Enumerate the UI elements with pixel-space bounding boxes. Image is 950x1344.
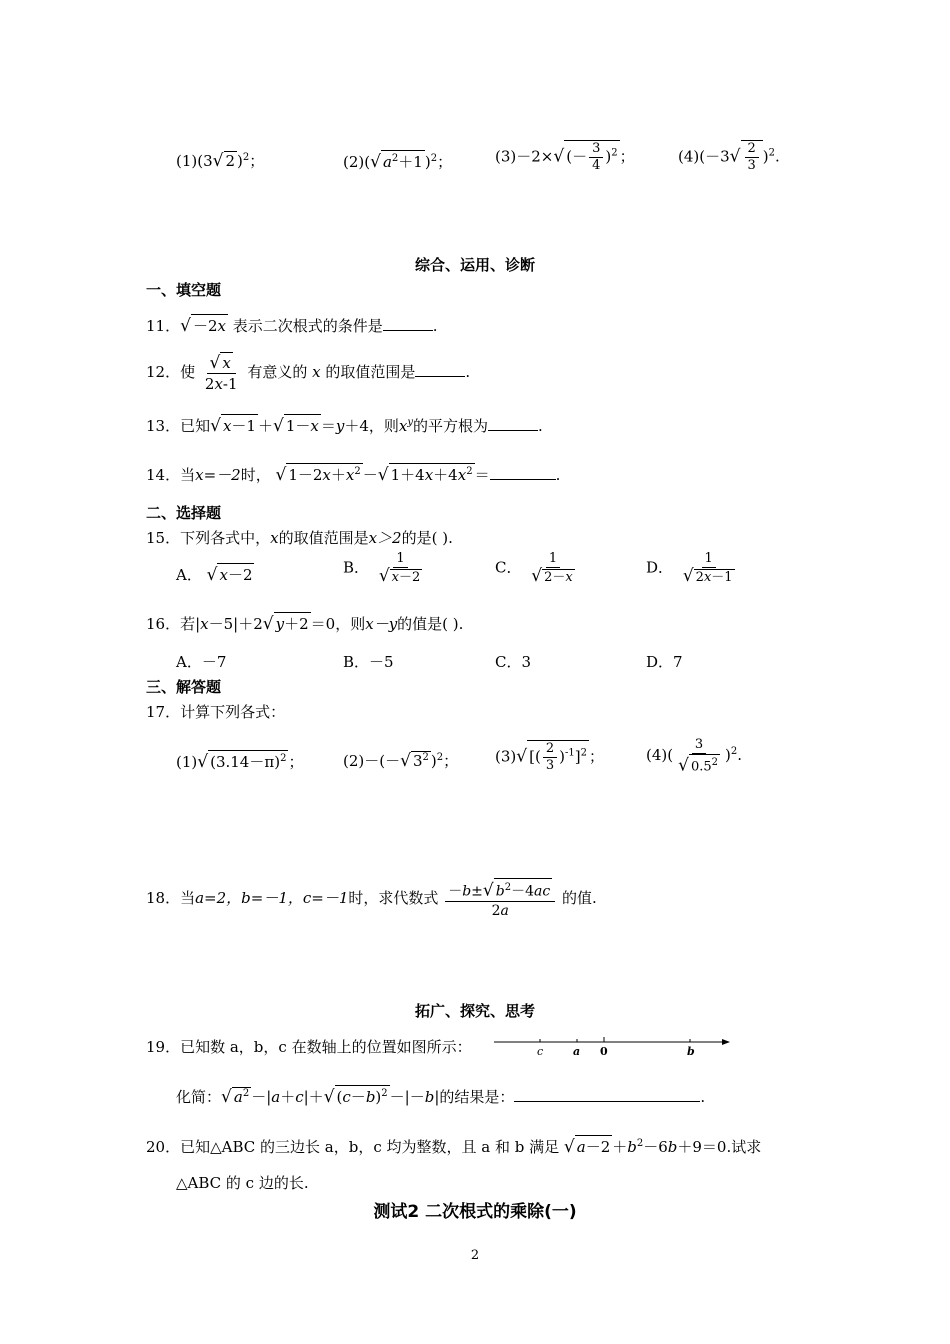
q17-item-4: (4)( $\frac{3}{√ 0.5^2}$ )$^2$. bbox=[646, 737, 743, 776]
q17-item-3: (3)√ [( $\frac{2}{3}$ )$^{-1}$]$^2$ ； bbox=[495, 741, 604, 773]
arrow-icon bbox=[722, 1039, 730, 1045]
number-line bbox=[492, 1030, 732, 1060]
question-12: 12．使 $\frac{√ x}{2x-1}$ 有意义的 x 的取值范围是 . bbox=[146, 353, 471, 393]
answer-blank[interactable] bbox=[488, 430, 538, 431]
item-label: (4) bbox=[678, 147, 700, 166]
question-number: 11． bbox=[146, 317, 181, 335]
option-value: 7 bbox=[673, 653, 683, 671]
q17-item-2: (2)－(－√ $3^2$ )$^2$； bbox=[343, 751, 459, 771]
option-15-a[interactable]: A． √ x－2 bbox=[176, 565, 253, 585]
section-title-extension: 拓广、探究、思考 bbox=[414, 1002, 535, 1020]
item-label: (3) bbox=[495, 147, 517, 166]
option-label: D． bbox=[646, 558, 674, 577]
top-item-3: (3)－2×√ (－ $\frac{3}{4}$ )$^2$ ； bbox=[495, 141, 635, 173]
next-test-title: 测试2 二次根式的乘除(一) bbox=[373, 1202, 577, 1222]
question-text: 计算下列各式： bbox=[180, 703, 286, 721]
top-item-2: (2)(√ $a^2+1$ )$^2$； bbox=[343, 152, 453, 172]
heading-fill-in: 一、填空题 bbox=[146, 281, 222, 299]
option-16-d[interactable] bbox=[646, 651, 683, 672]
question-text: 下列各式中， bbox=[180, 529, 271, 547]
question-text: 有意义的 bbox=[247, 363, 308, 381]
option-label: B． bbox=[343, 558, 370, 577]
option-label: B． bbox=[343, 653, 370, 671]
label-b: b bbox=[687, 1045, 695, 1058]
variable: x bbox=[312, 363, 321, 381]
option-value: 3 bbox=[521, 653, 532, 671]
punct: . bbox=[555, 466, 561, 484]
expression: x－y bbox=[365, 615, 398, 633]
option-16-b[interactable] bbox=[343, 651, 394, 672]
question-text: 化简： bbox=[176, 1088, 222, 1106]
answer-blank[interactable] bbox=[514, 1101, 700, 1102]
label-0: 0 bbox=[600, 1045, 608, 1058]
punct: . bbox=[432, 317, 438, 335]
question-number: 19． bbox=[146, 1038, 181, 1056]
question-text: 已知△ABC 的三边长 a，b，c 均为整数，且 a 和 b 满足 bbox=[180, 1138, 560, 1156]
answer-blank[interactable] bbox=[415, 376, 465, 377]
question-17 bbox=[146, 701, 285, 722]
option-15-c[interactable]: C． $\frac{1}{√ 2-x}$ bbox=[495, 551, 573, 586]
punct: . bbox=[538, 417, 543, 435]
question-number: 20． bbox=[146, 1138, 181, 1156]
punct: . bbox=[465, 363, 471, 381]
variable: x bbox=[270, 529, 279, 547]
question-20: 20．已知△ABC 的三边长 a，b，c 均为整数，且 a 和 b 满足 √ $a-2 +b^2-6b+9=0$.试求 bbox=[146, 1137, 762, 1157]
question-text: 的值是( ). bbox=[397, 615, 464, 633]
question-text: 当 bbox=[180, 466, 196, 484]
question-15 bbox=[146, 527, 453, 548]
option-label: A． bbox=[176, 566, 202, 584]
question-14: 14．当x=－2时， √ $1-2x+x^2$ －√ $1+4x+4x^2$ ＝ . bbox=[146, 465, 561, 485]
question-19 bbox=[146, 1036, 472, 1057]
question-number: 17． bbox=[146, 703, 181, 721]
question-number: 15． bbox=[146, 529, 181, 547]
heading-choice: 二、选择题 bbox=[146, 504, 222, 522]
question-text: 的值. bbox=[561, 888, 597, 907]
label-a: a bbox=[573, 1045, 581, 1058]
question-text: 的是( ). bbox=[401, 529, 453, 547]
question-13: 13．已知√ x－1 ＋√ 1－x ＝y＋4，则$x^y$的平方根为 . bbox=[146, 416, 543, 436]
option-value: －5 bbox=[369, 653, 394, 671]
option-15-d[interactable]: D． $\frac{1}{√ 2x-1}$ bbox=[646, 551, 733, 586]
question-number: 13． bbox=[146, 417, 181, 435]
question-text: 已知 bbox=[180, 417, 211, 435]
question-number: 14． bbox=[146, 466, 181, 484]
option-16-c[interactable] bbox=[495, 651, 531, 672]
question-16: 16．若|x－5|＋2√ y＋2 ＝0，则x－y的值是( ). bbox=[146, 614, 464, 634]
question-number: 12． bbox=[146, 363, 181, 381]
condition: a=2，b=－1，c=－1 bbox=[195, 888, 349, 907]
q17-item-1: (1)√ $(3.14-\pi)^2$ ； bbox=[176, 752, 304, 772]
section-title-comprehensive: 综合、运用、诊断 bbox=[414, 256, 535, 274]
heading-answer: 三、解答题 bbox=[146, 678, 222, 696]
question-19-simplify: 化简：√ $a^2 -|a+c|+√$ $(c-b)^2 -|-b|$的结果是： . bbox=[176, 1087, 706, 1107]
question-18: 18．当a=2，b=－1，c=－1时，求代数式 $\frac{-b\pm√ b^2-4ac}{2a}$ 的值. bbox=[146, 878, 597, 920]
question-text: ，则 bbox=[368, 417, 399, 435]
question-text: 的取值范围是 bbox=[278, 529, 369, 547]
item-label: (2) bbox=[343, 153, 365, 171]
item-label: (1) bbox=[176, 152, 198, 170]
question-number: 16． bbox=[146, 615, 181, 633]
question-text: 当 bbox=[180, 888, 196, 907]
question-text: 的平方根为 bbox=[413, 417, 489, 435]
answer-blank[interactable] bbox=[490, 479, 556, 480]
question-text: 的取值范围是 bbox=[325, 363, 416, 381]
question-text: 使 bbox=[180, 363, 196, 381]
question-text: 时，求代数式 bbox=[348, 888, 439, 907]
top-item-1: (1)(3√ 2 )$^2$； bbox=[176, 151, 265, 171]
option-15-b[interactable]: B． $\frac{1}{√ x-2}$ bbox=[343, 551, 421, 586]
question-text: 时， bbox=[240, 466, 271, 484]
option-label: A． bbox=[176, 653, 202, 671]
option-value: －7 bbox=[201, 653, 227, 671]
label-c: c bbox=[537, 1045, 544, 1058]
condition: x=－2 bbox=[195, 466, 241, 484]
top-item-4: (4)(－3√ $\frac{2}{3}$ )$^2$. bbox=[678, 141, 780, 173]
question-text: 表示二次根式的条件是 bbox=[232, 317, 383, 335]
question-text: 的结果是： bbox=[439, 1088, 515, 1106]
answer-blank[interactable] bbox=[383, 330, 433, 331]
question-text: ，则 bbox=[335, 615, 366, 633]
page-number: 2 bbox=[470, 1248, 480, 1263]
question-text: 已知数 a，b，c 在数轴上的位置如图所示： bbox=[180, 1038, 472, 1056]
question-11: 11．√ －2x 表示二次根式的条件是 . bbox=[146, 316, 438, 336]
question-text: 试求 bbox=[731, 1138, 762, 1156]
option-label: C． bbox=[495, 558, 522, 577]
question-text: 若 bbox=[180, 615, 196, 633]
option-16-a[interactable] bbox=[176, 651, 226, 672]
punct: . bbox=[700, 1088, 706, 1106]
condition: x＞2 bbox=[368, 529, 402, 547]
option-label: C． bbox=[495, 653, 522, 671]
question-20-line2: △ABC 的 c 边的长. bbox=[176, 1174, 309, 1192]
question-number: 18． bbox=[146, 888, 181, 907]
option-label: D． bbox=[646, 653, 674, 671]
